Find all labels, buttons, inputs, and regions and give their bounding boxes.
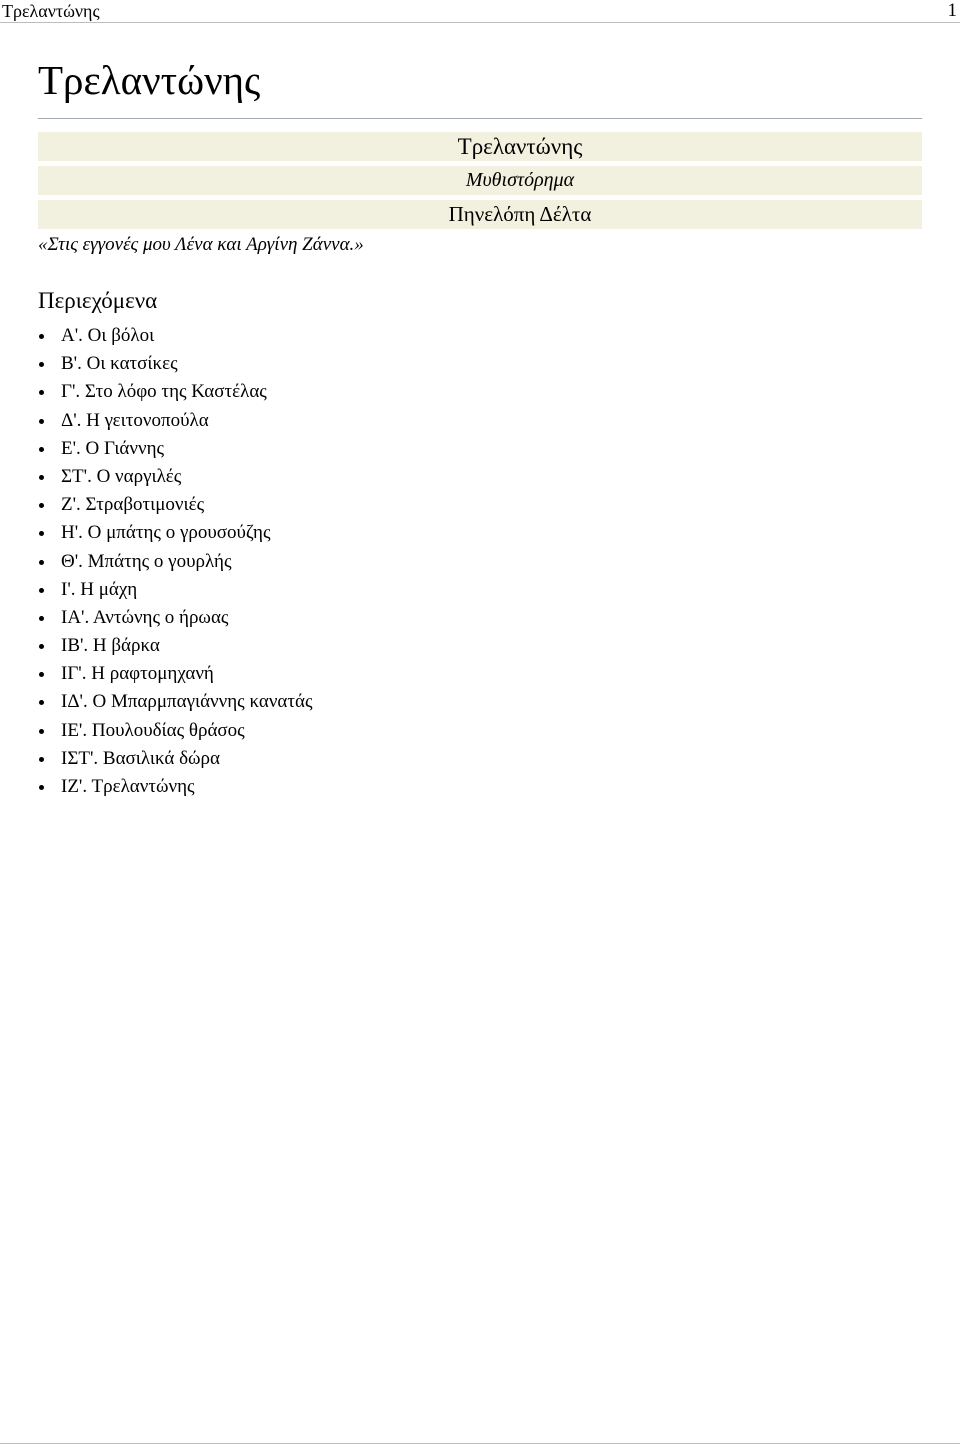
infobox-genre-row	[38, 166, 922, 195]
toc-item[interactable]	[38, 717, 312, 745]
toc-item[interactable]	[38, 604, 312, 632]
running-header	[0, 0, 960, 23]
footer-divider	[0, 1443, 960, 1444]
infobox-genre: Μυθιστόρημα	[465, 169, 575, 191]
toc-item[interactable]	[38, 350, 312, 378]
bullet-icon	[39, 447, 44, 452]
toc-list	[38, 322, 312, 801]
toc-item[interactable]	[38, 660, 312, 688]
bullet-icon	[39, 475, 44, 480]
bullet-icon	[39, 672, 44, 677]
infobox-author: Πηνελόπη Δέλτα	[448, 202, 592, 226]
toc-item[interactable]	[38, 632, 312, 660]
dedication: «Στις εγγονές μου Λένα και Αργίνη Ζάννα.»	[38, 234, 364, 255]
toc-item-label: Ζ'. Στραβοτιμονιές	[61, 494, 205, 516]
bullet-icon	[39, 785, 44, 790]
toc-item-label: ΙΒ'. Η βάρκα	[61, 635, 160, 657]
toc-item-label: ΙΕ'. Πουλουδίας θράσος	[61, 719, 245, 741]
bullet-icon	[39, 419, 44, 424]
toc-item-label: Ε'. Ο Γιάννης	[61, 437, 165, 459]
toc-item[interactable]	[38, 407, 312, 435]
bullet-icon	[39, 757, 44, 762]
toc-item[interactable]	[38, 548, 312, 576]
toc-item-label: Α'. Οι βόλοι	[61, 325, 155, 346]
toc-item-label: Η'. Ο μπάτης ο γρουσούζης	[61, 522, 271, 544]
toc-item-label: ΙΓ'. Η ραφτομηχανή	[61, 663, 214, 685]
bullet-icon	[39, 560, 44, 565]
toc-item-label: Θ'. Μπάτης ο γουρλής	[61, 550, 232, 572]
toc-item[interactable]	[38, 745, 312, 773]
toc-item[interactable]	[38, 519, 312, 547]
bullet-icon	[39, 644, 44, 649]
toc-item-label: ΙΔ'. Ο Μπαρμπαγιάννης κανατάς	[61, 691, 313, 713]
toc-item[interactable]	[38, 491, 312, 519]
bullet-icon	[39, 390, 44, 395]
bullet-icon	[39, 700, 44, 705]
bullet-icon	[39, 334, 44, 339]
toc-item[interactable]	[38, 463, 312, 491]
toc-item[interactable]	[38, 688, 312, 716]
bullet-icon	[39, 729, 44, 734]
toc-heading: Περιεχόμενα	[38, 288, 158, 313]
toc-item[interactable]	[38, 576, 312, 604]
toc-item-label: Β'. Οι κατσίκες	[61, 353, 178, 375]
page-title: Τρελαντώνης	[38, 57, 261, 103]
infobox-author-row	[38, 200, 922, 229]
toc-item-label: ΙΖ'. Τρελαντώνης	[61, 776, 195, 797]
toc-item[interactable]	[38, 773, 312, 801]
toc-item-label: ΣΤ'. Ο ναργιλές	[61, 465, 182, 487]
toc-item-label: ΙΣΤ'. Βασιλικά δώρα	[61, 747, 220, 769]
infobox-title-row	[38, 132, 922, 161]
infobox-title: Τρελαντώνης	[457, 134, 583, 159]
running-title: Τρελαντώνης	[2, 1, 100, 21]
toc-item[interactable]	[38, 378, 312, 406]
toc-item-label: Δ'. Η γειτονοπούλα	[61, 409, 209, 431]
toc-item-label: Ι'. Η μάχη	[61, 578, 138, 600]
toc-item-label: ΙΑ'. Αντώνης ο ήρωας	[61, 606, 229, 628]
bullet-icon	[39, 588, 44, 593]
page-number: 1	[947, 0, 957, 21]
toc-item[interactable]	[38, 322, 312, 350]
toc-item-label: Γ'. Στο λόφο της Καστέλας	[61, 381, 267, 403]
bullet-icon	[39, 362, 44, 367]
bullet-icon	[39, 531, 44, 536]
title-divider	[38, 118, 922, 119]
toc-item[interactable]	[38, 435, 312, 463]
bullet-icon	[39, 616, 44, 621]
bullet-icon	[39, 503, 44, 508]
